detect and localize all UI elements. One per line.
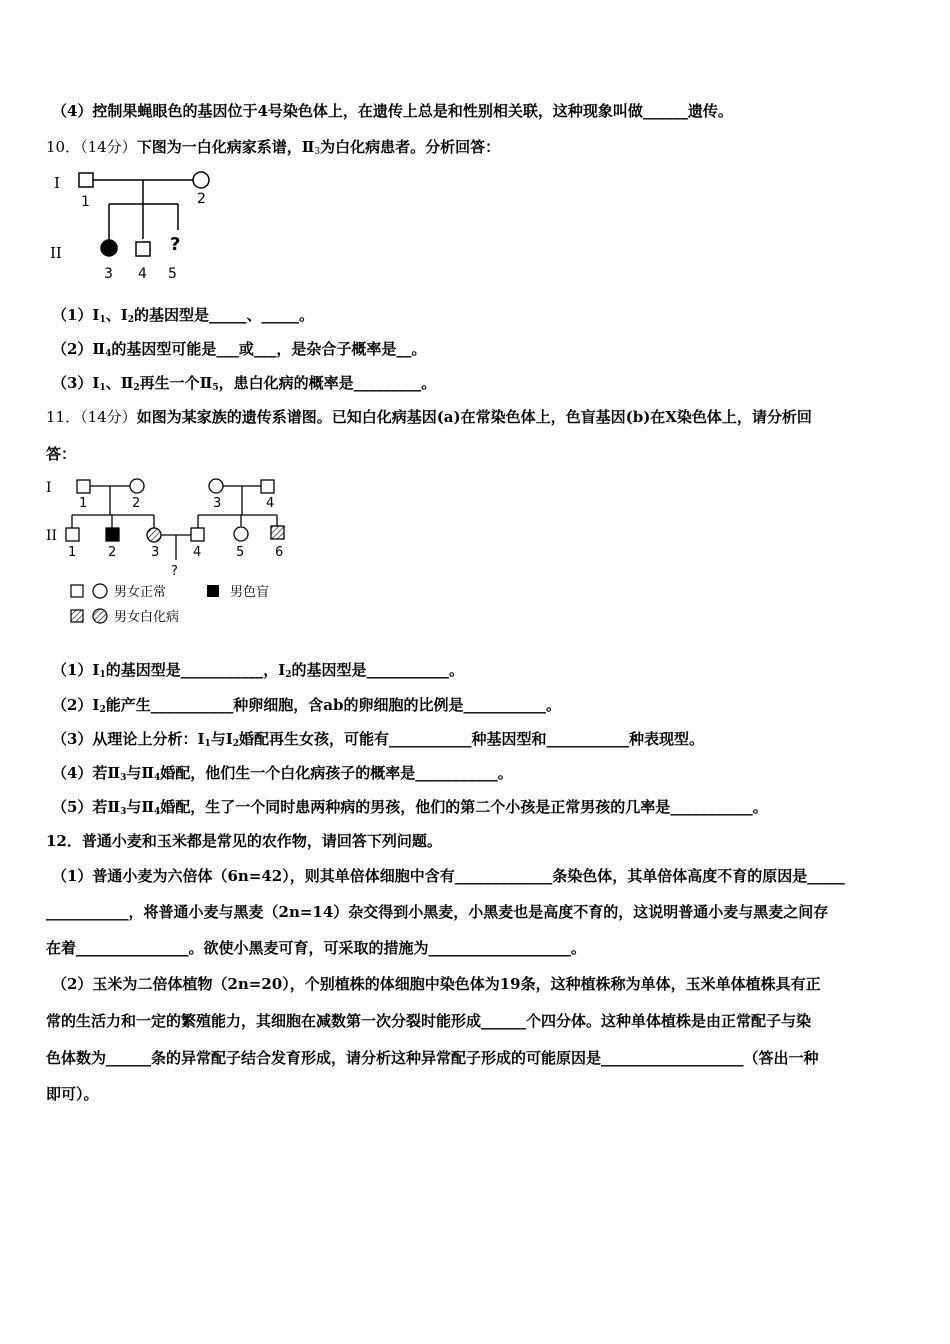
male-albino-symbol xyxy=(271,526,284,539)
gen2-number: 5 xyxy=(236,545,245,560)
legend-albino-text: 男女白化病 xyxy=(114,610,180,625)
gen1-number: 4 xyxy=(266,496,275,511)
male-normal-symbol xyxy=(191,528,204,541)
q12-part2-line1: （2）玉米为二倍体植物（2n=20），个别植株的体细胞中染色体为19条，这种植株称为单体，玉米单体植株具有正 xyxy=(52,975,821,993)
unknown-child-mark: ? xyxy=(171,564,178,579)
q10-stem-sub: 3 xyxy=(314,147,321,157)
male-normal-symbol xyxy=(261,480,274,493)
q10-part3: $(3)Ⅰ_1$、$Ⅱ_2$再生一个$Ⅱ_5$，患白化病的概率是_________。 xyxy=(52,374,437,393)
gen1-label: I xyxy=(54,174,60,192)
legend-colorblind-text: 男色盲 xyxy=(230,585,270,600)
male-colorblind-symbol xyxy=(106,528,119,541)
gen2-number: 1 xyxy=(68,545,77,560)
gen2-number: 4 xyxy=(138,266,147,282)
q10-stem-post: 为白化病患者。分析回答： xyxy=(320,138,501,156)
q9-part4: （4）控制果蝇眼色的基因位于4号染色体上，在遗传上总是和性别相关联，这种现象叫做______遗传。 xyxy=(52,102,733,120)
q11-part1: $(1)Ⅰ_1$的基因型是___________，$Ⅰ_2$的基因型是___________。 xyxy=(52,661,465,680)
gen1-label: I xyxy=(46,480,52,496)
female-normal-symbol xyxy=(193,172,209,188)
legend-female-albino xyxy=(93,609,107,623)
gen2-label: II xyxy=(50,244,62,262)
q12-part1-line2: ___________，将普通小麦与黑麦（2n=14）杂交得到小黑麦，小黑麦也是高度不育的，这说明普通小麦与黑麦之间存 xyxy=(46,903,829,921)
gen2-number: 3 xyxy=(104,266,113,282)
q12-part1-line1: （1）普通小麦为六倍体（6n=42），则其单倍体细胞中含有_____________条染色体，其单倍体高度不育的原因是_____ xyxy=(52,867,845,885)
q10-stem-pre: 下图为一白化病家系谱，Ⅱ xyxy=(136,138,315,156)
q12-part2-line4: 即可）。 xyxy=(46,1085,99,1103)
male-normal-symbol xyxy=(136,242,150,256)
q11-part3: （3）从理论上分析：$Ⅰ_1$与$Ⅰ_2$婚配再生女孩，可能有___________种基因型和___________种表现型。 xyxy=(52,730,705,749)
gen2-number: 5 xyxy=(168,266,177,282)
gen2-number: 4 xyxy=(193,545,202,560)
q12-stem: 12．普通小麦和玉米都是常见的农作物，请回答下列问题。 xyxy=(46,832,442,850)
male-normal-symbol xyxy=(77,480,90,493)
q10-pedigree xyxy=(44,166,244,286)
female-albino-symbol xyxy=(147,528,161,542)
q11-number: 11． xyxy=(46,408,81,426)
female-normal-symbol xyxy=(209,479,223,493)
q11-part5: （5）若$Ⅱ_3$与$Ⅱ_4$婚配，生了一个同时患两种病的男孩，他们的第二个小孩是正常男孩的几率是___________。 xyxy=(52,798,768,817)
q11-part4: （4）若$Ⅱ_3$与$Ⅱ_4$婚配，他们生一个白化病孩子的概率是___________。 xyxy=(52,764,513,783)
q10-stem xyxy=(46,137,500,162)
legend-male-colorblind xyxy=(207,585,219,597)
q11-stem-text: 如图为某家族的遗传系谱图。已知白化病基因(a)在常染色体上，色盲基因(b)在X染色体上，请分析回 xyxy=(136,408,812,426)
gen2-label: II xyxy=(46,528,58,544)
gen1-number: 2 xyxy=(197,191,206,207)
female-affected-symbol xyxy=(101,240,117,256)
gen1-number: 3 xyxy=(213,496,222,511)
male-normal-symbol xyxy=(66,528,79,541)
q10-part2: $(2)Ⅱ_4$的基因型可能是___或___，是杂合子概率是__。 xyxy=(52,340,427,359)
q10-score: （14分） xyxy=(80,138,137,156)
legend-male-albino xyxy=(71,610,83,622)
q11-part2: $(2)Ⅰ_2$能产生___________种卵细胞，含ab的卵细胞的比例是___________。 xyxy=(52,696,561,715)
q11-pedigree xyxy=(44,472,304,632)
q12-part2-line2: 常的生活力和一定的繁殖能力，其细胞在减数第一次分裂时能形成______个四分体。这种单体植株是由正常配子与染 xyxy=(46,1012,812,1030)
gen1-number: 2 xyxy=(132,496,141,511)
female-normal-symbol xyxy=(234,527,248,541)
male-normal-symbol xyxy=(79,173,93,187)
q11-stem-cont: 答： xyxy=(46,445,77,463)
q12-part2-line3: 色体数为______条的异常配子结合发育形成，请分析这种异常配子形成的可能原因是___________________（答出一种 xyxy=(46,1049,819,1067)
female-normal-symbol xyxy=(130,479,144,493)
q10-part1: $(1)Ⅰ_1$、$Ⅰ_2$的基因型是_____、_____。 xyxy=(52,306,315,325)
legend-male-normal xyxy=(71,585,83,597)
q11-score: （14分） xyxy=(80,408,137,426)
unknown-child-mark: ? xyxy=(170,234,181,255)
gen1-number: 1 xyxy=(81,194,90,210)
legend-female-normal xyxy=(93,584,107,598)
q12-part1-line3: 在着_______________。欲使小黑麦可育，可采取的措施为___________________。 xyxy=(46,939,587,957)
gen2-number: 2 xyxy=(108,545,117,560)
gen1-number: 1 xyxy=(79,496,88,511)
gen2-number: 6 xyxy=(275,545,284,560)
legend-normal-text: 男女正常 xyxy=(114,585,167,600)
q11-stem xyxy=(46,407,812,427)
gen2-number: 3 xyxy=(151,545,160,560)
q10-number: 10． xyxy=(46,138,81,156)
